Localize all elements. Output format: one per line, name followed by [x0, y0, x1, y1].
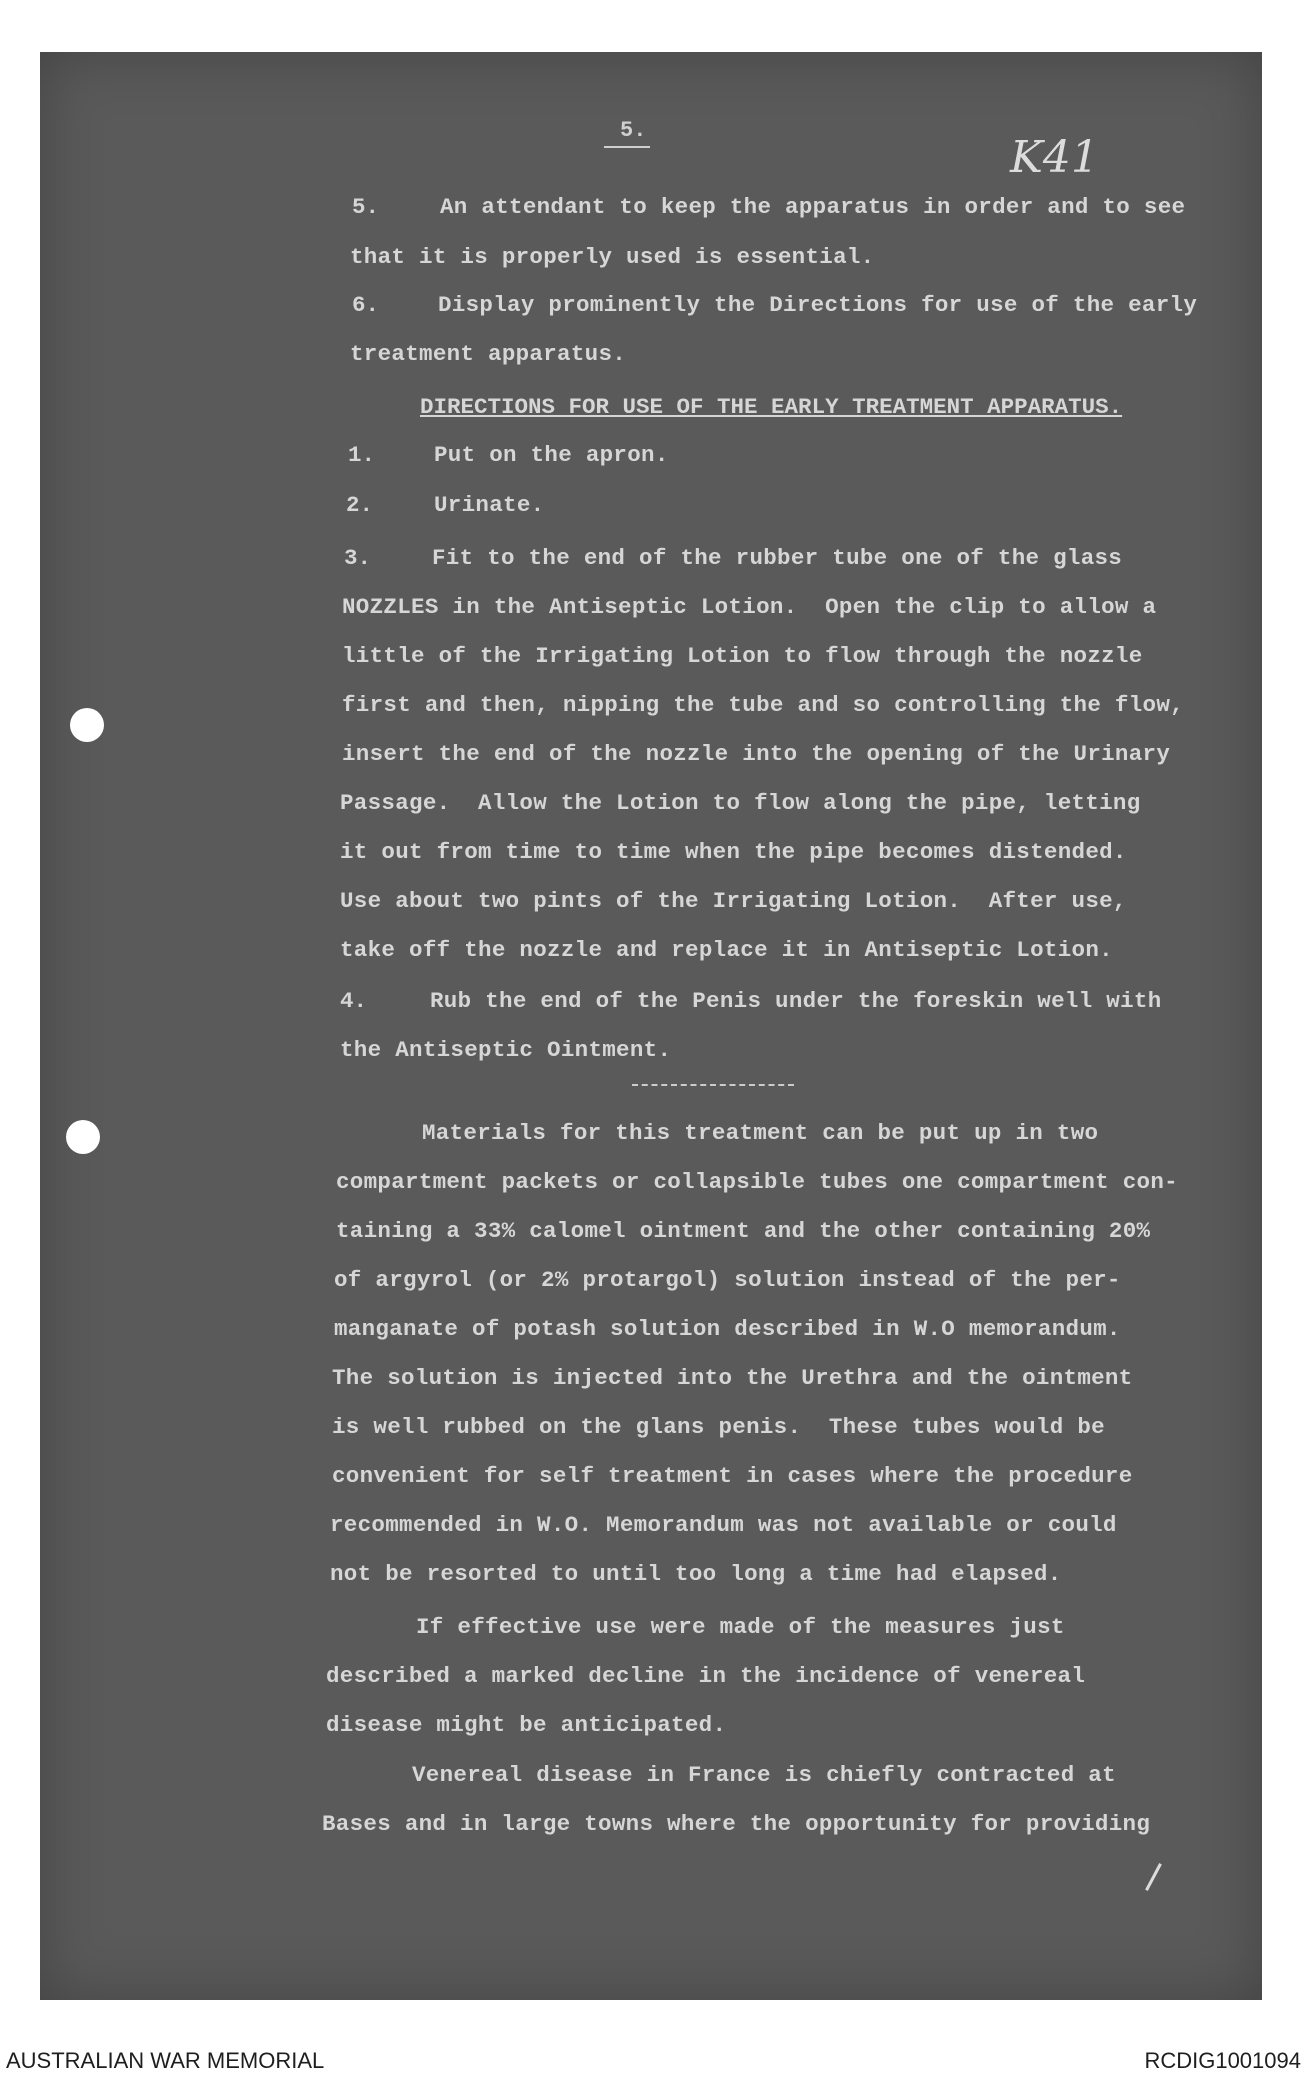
text-line: the Antiseptic Ointment. — [340, 1037, 672, 1063]
handwritten-annotation: K41 — [1010, 132, 1099, 183]
text-line: compartment packets or collapsible tubes one compartment con- — [336, 1169, 1178, 1195]
text-line: take off the nozzle and replace it in Antiseptic Lotion. — [340, 937, 1113, 963]
text-line: disease might be anticipated. — [326, 1712, 727, 1738]
text-line: little of the Irrigating Lotion to flow through the nozzle — [342, 643, 1143, 669]
text-line: Urinate. — [434, 492, 545, 518]
footer-institution: AUSTRALIAN WAR MEMORIAL — [6, 2048, 325, 2073]
text-line: manganate of potash solution described in W.O memorandum. — [334, 1316, 1121, 1342]
direction-number: 4. — [340, 988, 368, 1014]
text-line: not be resorted to until too long a time had elapsed. — [330, 1561, 1062, 1587]
text-line: that it is properly used is essential. — [350, 244, 875, 270]
text-line: Bases and in large towns where the opportunity for providing — [322, 1811, 1151, 1837]
text-line: convenient for self treatment in cases where the procedure — [332, 1463, 1133, 1489]
text-line: Put on the apron. — [434, 442, 669, 468]
text-line: An attendant to keep the apparatus in order and to see — [440, 194, 1186, 220]
text-line: treatment apparatus. — [350, 341, 627, 367]
text-line: is well rubbed on the glans penis. These tubes would be — [332, 1414, 1105, 1440]
item-number: 6. — [352, 292, 380, 318]
punch-hole-bottom — [66, 1120, 100, 1154]
item-number: 5. — [352, 194, 380, 220]
text-line: Fit to the end of the rubber tube one of the glass — [432, 545, 1123, 571]
direction-number: 3. — [344, 545, 372, 571]
page-number: 5. — [620, 118, 647, 143]
separator-rule — [632, 1084, 794, 1086]
document-page — [40, 52, 1262, 2000]
text-line: NOZZLES in the Antiseptic Lotion. Open the clip to allow a — [342, 594, 1157, 620]
footer-record-id: RCDIG1001094 — [1144, 2048, 1301, 2073]
directions-heading: DIRECTIONS FOR USE OF THE EARLY TREATMENT APPARATUS. — [420, 394, 1123, 420]
text-line: Materials for this treatment can be put up in two — [422, 1120, 1099, 1146]
punch-hole-top — [70, 708, 104, 742]
page-number-underline — [604, 146, 650, 148]
text-line: described a marked decline in the incidence of venereal — [326, 1663, 1086, 1689]
text-line: The solution is injected into the Urethra and the ointment — [332, 1365, 1133, 1391]
text-line: Use about two pints of the Irrigating Lotion. After use, — [340, 888, 1127, 914]
text-line: it out from time to time when the pipe becomes distended. — [340, 839, 1127, 865]
direction-number: 2. — [346, 492, 374, 518]
text-line: insert the end of the nozzle into the opening of the Urinary — [342, 741, 1171, 767]
text-line: If effective use were made of the measures just — [416, 1614, 1065, 1640]
text-line: Passage. Allow the Lotion to flow along the pipe, letting — [340, 790, 1141, 816]
text-line: of argyrol (or 2% protargol) solution instead of the per- — [334, 1267, 1121, 1293]
text-line: taining a 33% calomel ointment and the other containing 20% — [336, 1218, 1151, 1244]
text-line: Rub the end of the Penis under the foreskin well with — [430, 988, 1162, 1014]
text-line: first and then, nipping the tube and so controlling the flow, — [342, 692, 1184, 718]
text-line: recommended in W.O. Memorandum was not available or could — [330, 1512, 1117, 1538]
direction-number: 1. — [348, 442, 376, 468]
text-line: Venereal disease in France is chiefly contracted at — [412, 1762, 1116, 1788]
text-line: Display prominently the Directions for use of the early — [438, 292, 1198, 318]
